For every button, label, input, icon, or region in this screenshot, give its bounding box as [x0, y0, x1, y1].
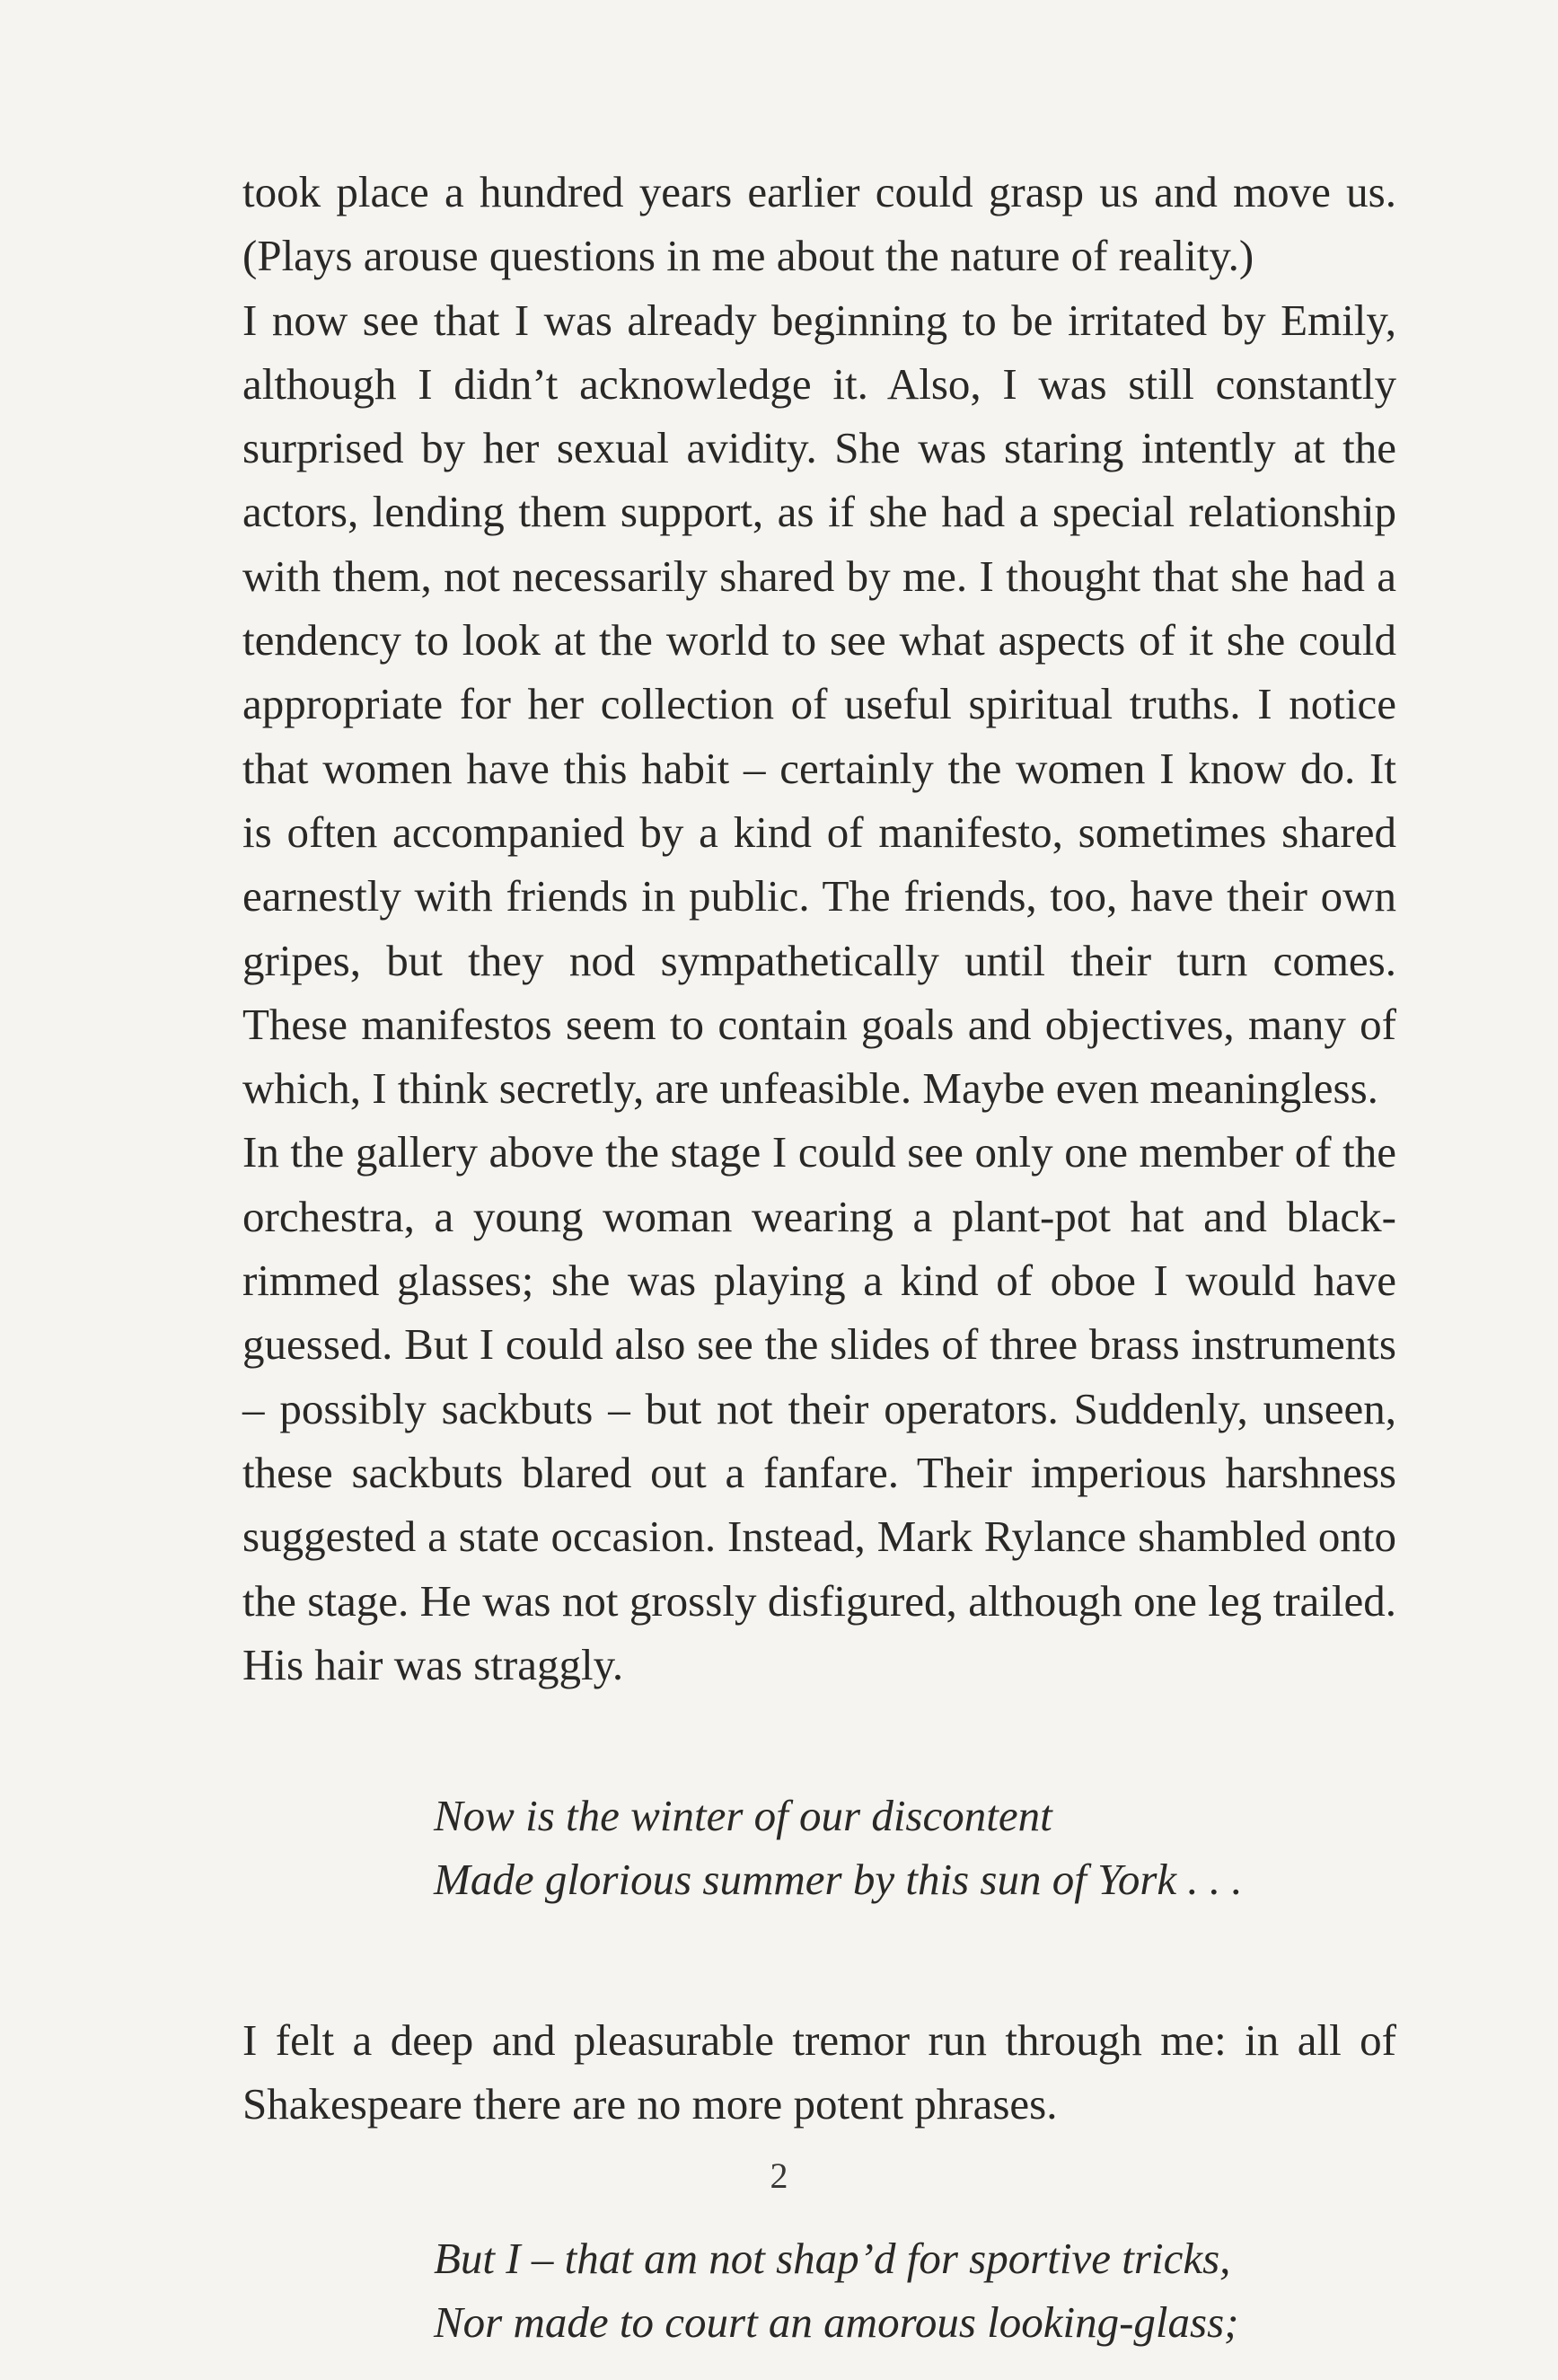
verse-quote-2: [242, 2226, 1396, 2354]
page-number: 2: [770, 2155, 788, 2196]
verse-2-line-2: Nor made to court an amorous looking-glass;: [434, 2296, 1239, 2347]
page-body: [242, 160, 1396, 2354]
paragraph-4: I felt a deep and pleasurable tremor run through me: in all of Shakespeare there are no more potent phrases.: [242, 2015, 1396, 2129]
verse-quote-1: [242, 1784, 1396, 1911]
verse-1-line-2: Made glorious summer by this sun of York . . .: [434, 1855, 1243, 1905]
verse-1-line-1: Now is the winter of our discontent: [434, 1791, 1052, 1841]
paragraph-2: I now see that I was already beginning to be irritated by Emily, although I didn’t acknowledge it. Also, I was still constantly surprised by her sexual avidity. She was staring intently at the actors, lending them support, as if she had a special relationship with them, not necessarily shared by me. I thought that she had a tendency to look at the world to see what aspects of it she could appropriate for her collection of useful spiritual truths. I notice that women have this habit – certainly the women I know do. It is often accompanied by a kind of manifesto, sometimes shared earnestly with friends in public. The friends, too, have their own gripes, but they nod sympathetically until their turn comes. These manifestos seem to contain goals and objectives, many of which, I think secretly, are unfeasible. Maybe even meaningless.: [242, 295, 1396, 1114]
paragraph-1: took place a hundred years earlier could grasp us and move us. (Plays arouse questions in me about the nature of reality.): [242, 167, 1396, 281]
paragraph-3: In the gallery above the stage I could see only one member of the orchestra, a young woman wearing a plant-pot hat and black-rimmed glasses; she was playing a kind of oboe I would have guessed. But I could also see the slides of three brass instruments – possibly sackbuts – but not their operators. Suddenly, unseen, these sackbuts blared out a fanfare. Their imperious harshness suggested a state occasion. Instead, Mark Rylance shambled onto the stage. He was not grossly disfigured, although one leg trailed. His hair was straggly.: [242, 1127, 1396, 1689]
verse-2-line-1: But I – that am not shap’d for sportive tricks,: [434, 2233, 1231, 2283]
